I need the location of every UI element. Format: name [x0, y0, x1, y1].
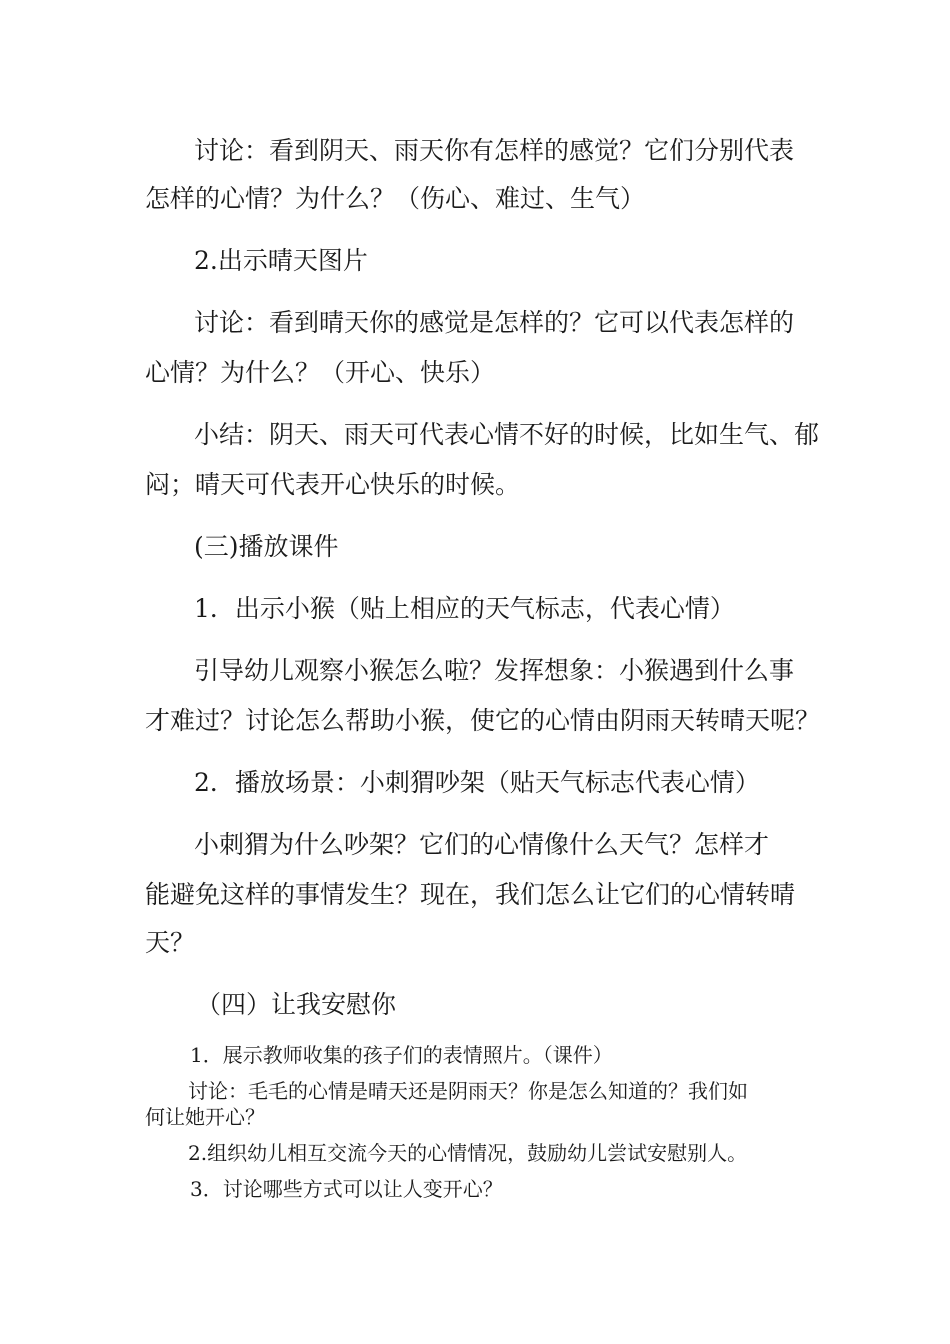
paragraph-line: 小结：阴天、雨天可代表心情不好的时候，比如生气、郁	[194, 420, 820, 449]
list-item: 3．讨论哪些方式可以让人变开心？	[190, 1177, 503, 1201]
paragraph-line: 小刺猬为什么吵架？它们的心情像什么天气？怎样才	[194, 830, 770, 859]
paragraph-line: 能避免这样的事情发生？现在，我们怎么让它们的心情转晴	[145, 880, 796, 909]
paragraph-line: 心情？为什么？（开心、快乐）	[145, 358, 496, 387]
list-item: 2.组织幼儿相互交流今天的心情情况，鼓励幼儿尝试安慰别人。	[188, 1141, 748, 1165]
paragraph-line: 闷；晴天可代表开心快乐的时候。	[145, 470, 521, 499]
paragraph-line: 讨论：毛毛的心情是晴天还是阴雨天？你是怎么知道的？我们如	[188, 1079, 748, 1103]
list-item: 1．出示小猴（贴上相应的天气标志，代表心情）	[194, 594, 735, 623]
paragraph-line: 何让她开心？	[145, 1105, 265, 1129]
list-item: 2．播放场景：小刺猬吵架（贴天气标志代表心情）	[194, 768, 760, 797]
section-heading: (三)播放课件	[194, 532, 339, 561]
section-heading: （四）让我安慰你	[196, 990, 397, 1019]
paragraph-line: 讨论：看到阴天、雨天你有怎样的感觉？它们分别代表	[194, 136, 795, 165]
section-heading: 2.出示晴天图片	[194, 246, 368, 275]
paragraph-line: 引导幼儿观察小猴怎么啦？发挥想象：小猴遇到什么事	[194, 656, 795, 685]
list-item: 1．展示教师收集的孩子们的表情照片。（课件）	[190, 1043, 613, 1067]
paragraph-line: 讨论：看到晴天你的感觉是怎样的？它可以代表怎样的	[194, 308, 795, 337]
paragraph-line: 天？	[145, 928, 196, 957]
paragraph-line: 才难过？讨论怎么帮助小猴，使它的心情由阴雨天转晴天呢？	[145, 706, 821, 735]
paragraph-line: 怎样的心情？为什么？（伤心、难过、生气）	[145, 184, 646, 213]
